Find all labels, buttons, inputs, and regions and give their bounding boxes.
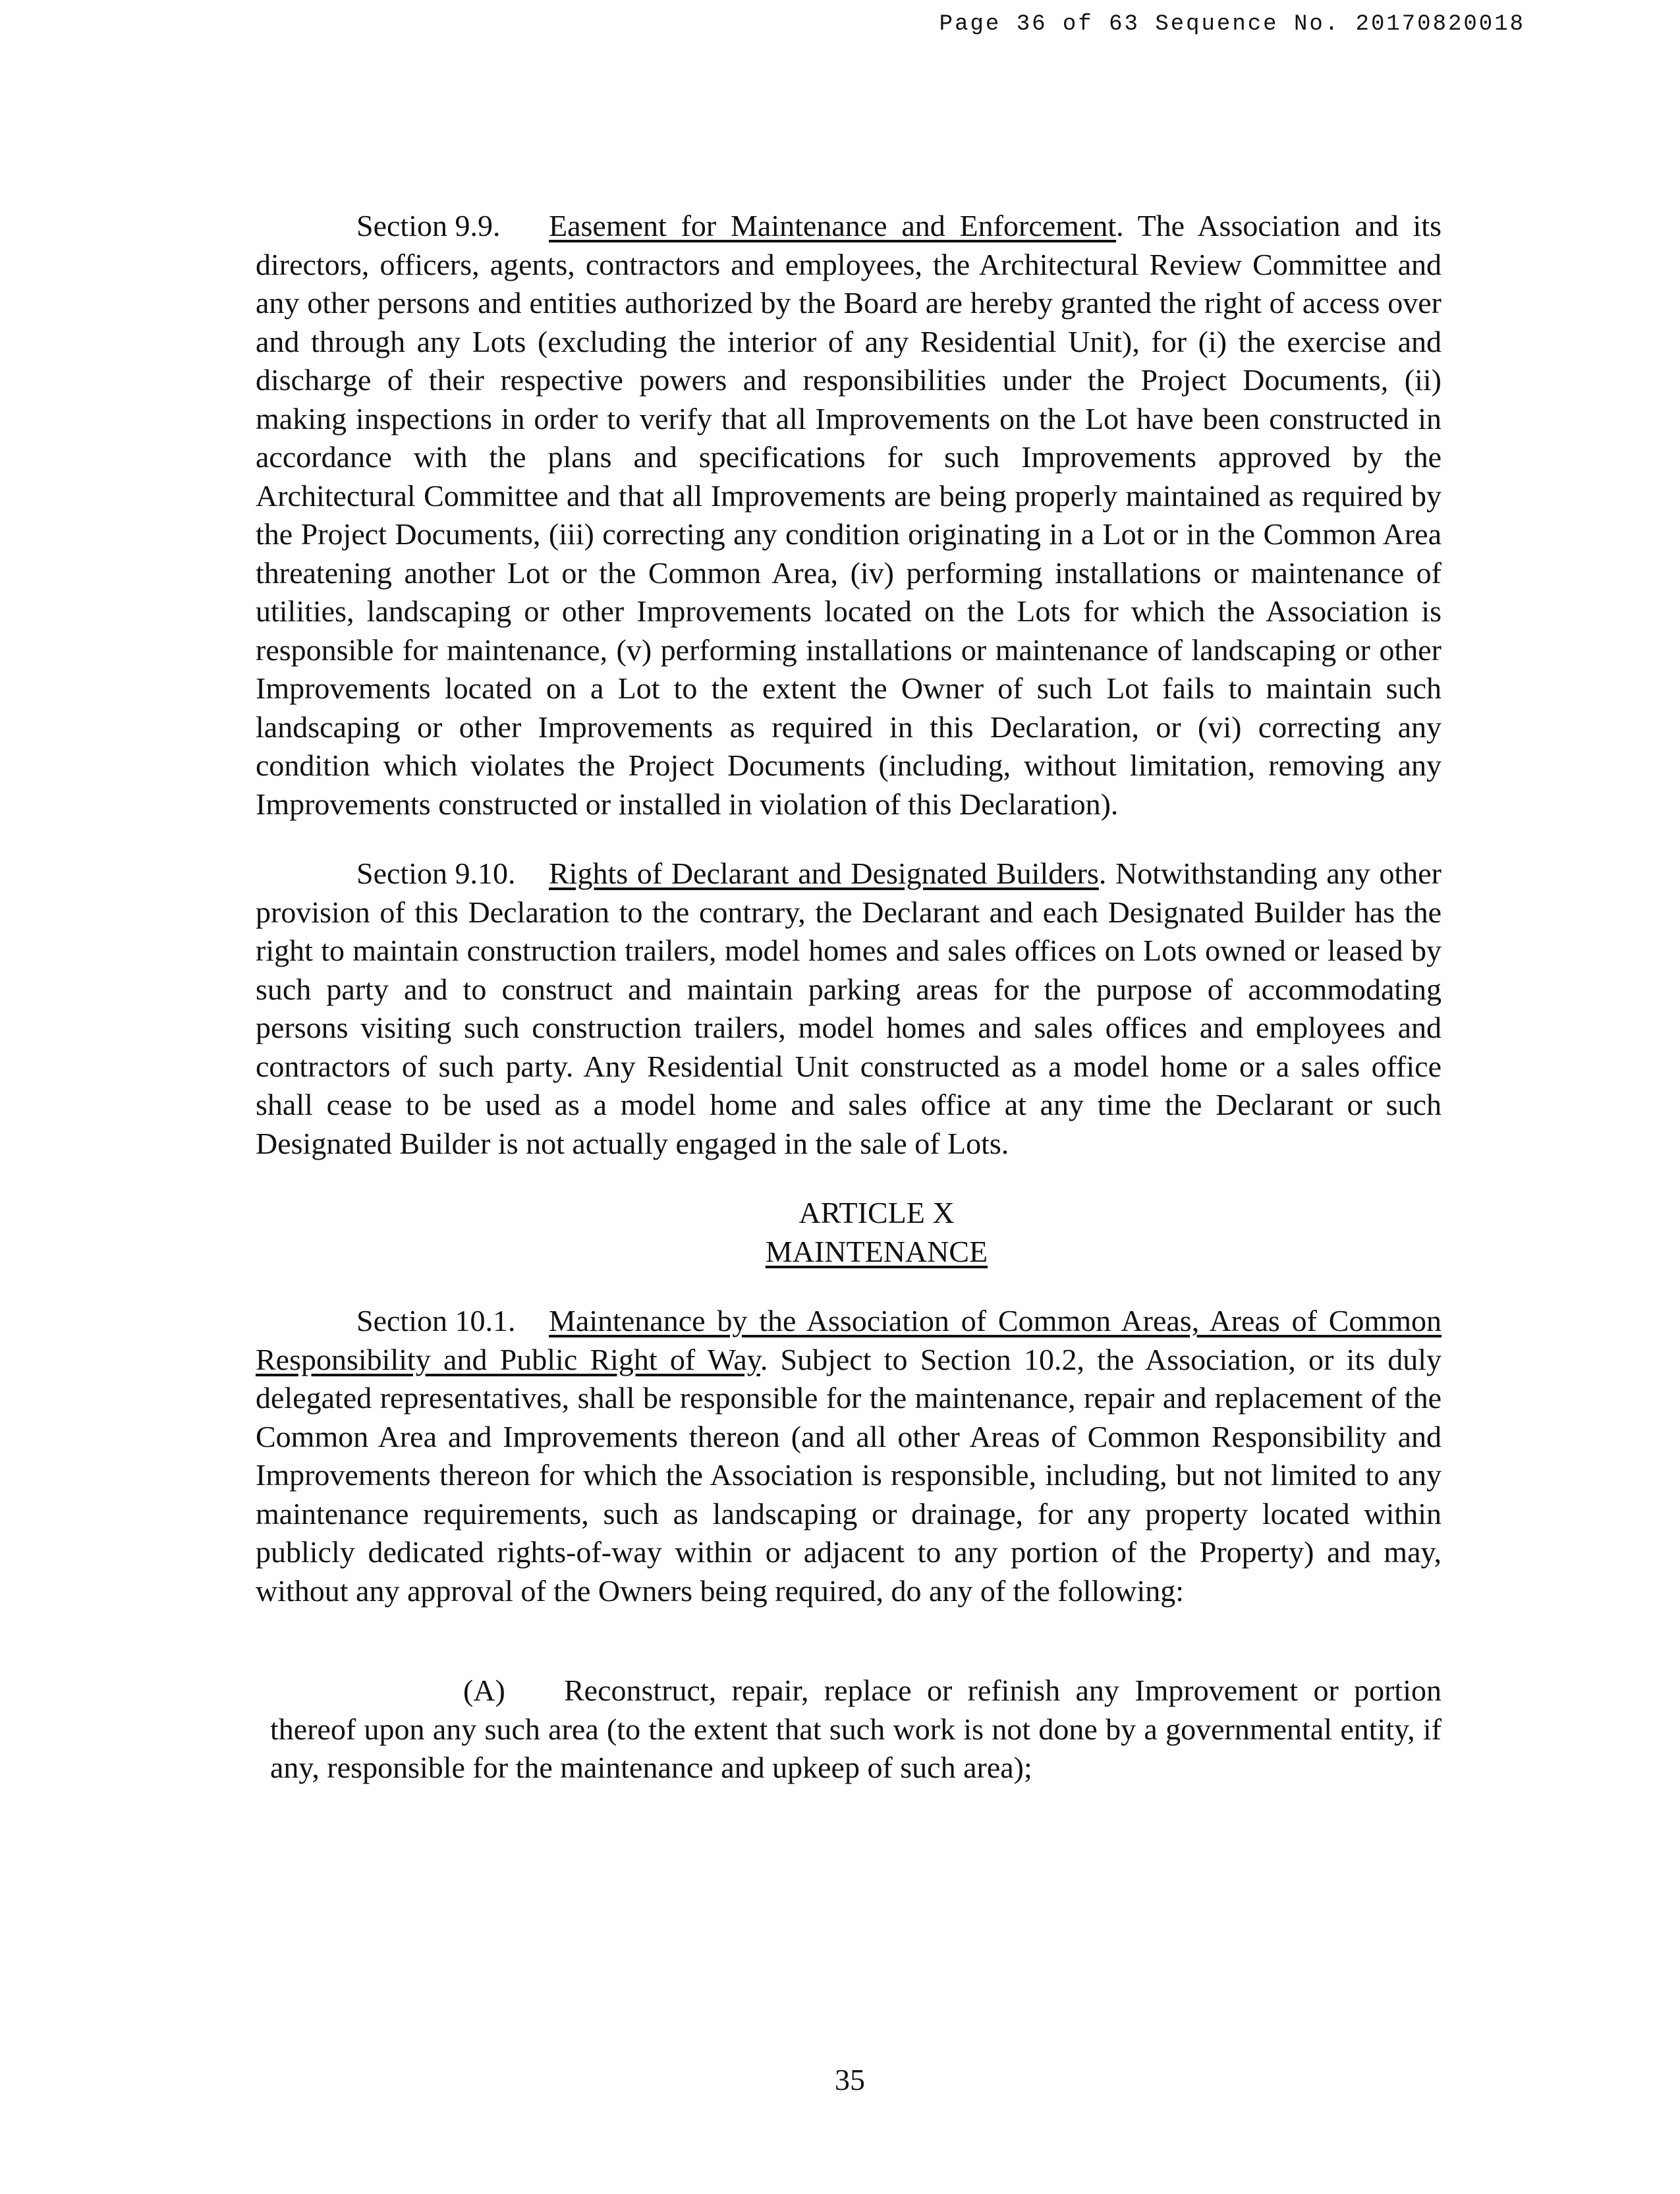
section-10-1-paragraph xyxy=(256,1302,1442,1610)
section-9-9-number: Section 9.9. xyxy=(356,209,501,242)
section-9-9-paragraph xyxy=(256,207,1442,824)
paragraph-gap xyxy=(256,1163,1442,1194)
paragraph-gap xyxy=(256,1271,1442,1302)
section-9-10-title: Rights of Declarant and Designated Builders xyxy=(549,857,1099,890)
document-body xyxy=(256,207,1442,1818)
section-10-1-body: . Subject to Section 10.2, the Association, or its duly delegated representatives, shall be responsible for the maintenance, repair and replacement of the Common Area and Improvements thereon (and all other Areas of Common Responsibility and Improvements thereon for which the Association is responsible, including, but not limited to any maintenance requirements, such as landscaping or drainage, for any property located within publicly dedicated rights-of-way within or adjacent to any portion of the Property) and may, without any approval of the Owners being required, do any of the following: xyxy=(256,1342,1442,1608)
article-title-line xyxy=(256,1233,1442,1272)
section-9-10-paragraph xyxy=(256,855,1442,1163)
article-heading: ARTICLE X xyxy=(798,1196,955,1229)
item-a-label: (A) xyxy=(463,1674,505,1707)
item-a-text: Reconstruct, repair, replace or refinish any Improvement or portion thereof upon any such area (to the extent that such work is not done by a governmental entity, if any, responsible for the maintenance and upkeep of such area); xyxy=(270,1674,1442,1784)
paragraph-gap xyxy=(256,1610,1442,1641)
section-10-1-title: Maintenance by the Association of Common Areas, Areas of Common Responsibility and Public Right of Way xyxy=(256,1304,1442,1376)
section-9-10-body: . Notwithstanding any other provision of this Declaration to the contrary, the Declarant and each Designated Builder has the right to maintain construction trailers, model homes and sales offices on Lots owned or leased by such party and to construct and maintain parking areas for the purpose of accommodating persons visiting such construction trailers, model homes and sales offices and employees and contractors of such party. Any Residential Unit constructed as a model home or a sales office shall cease to be used as a model home and sales office at any time the Declarant or such Designated Builder is not actually engaged in the sale of Lots. xyxy=(256,857,1442,1160)
article-title: MAINTENANCE xyxy=(765,1234,988,1268)
section-10-1-number: Section 10.1. xyxy=(356,1304,516,1337)
paragraph-gap xyxy=(256,824,1442,855)
section-9-10-number: Section 9.10. xyxy=(356,857,516,890)
section-9-9-body: . The Association and its directors, officers, agents, contractors and employees, the Architectural Review Committee and any other persons and entities authorized by the Board are hereby granted the right of access over and through any Lots (excluding the interior of any Residential Unit), for (i) the exercise and discharge of their respective powers and responsibilities under the Project Documents, (ii) making inspections in order to verify that all Improvements on the Lot have been constructed in accordance with the plans and specifications for such Improvements approved by the Architectural Committee and that all Improvements are being properly maintained as required by the Project Documents, (iii) correcting any condition originating in a Lot or in the Common Area threatening another Lot or the Common Area, (iv) performing installations or maintenance of utilities, landscaping or other Improvements located on the Lots for which the Association is responsible for maintenance, (v) performing installations or maintenance of landscaping or other Improvements located on a Lot to the extent the Owner of such Lot fails to maintain such landscaping or other Improvements as required in this Declaration, or (vi) correcting any condition which violates the Project Documents (including, without limitation, removing any Improvements constructed or installed in violation of this Declaration). xyxy=(256,209,1442,821)
item-a-paragraph xyxy=(270,1672,1442,1787)
section-9-9-title: Easement for Maintenance and Enforcement xyxy=(549,209,1117,242)
page-header: Page 36 of 63 Sequence No. 20170820018 xyxy=(939,12,1525,37)
page-number: 35 xyxy=(835,2063,865,2096)
